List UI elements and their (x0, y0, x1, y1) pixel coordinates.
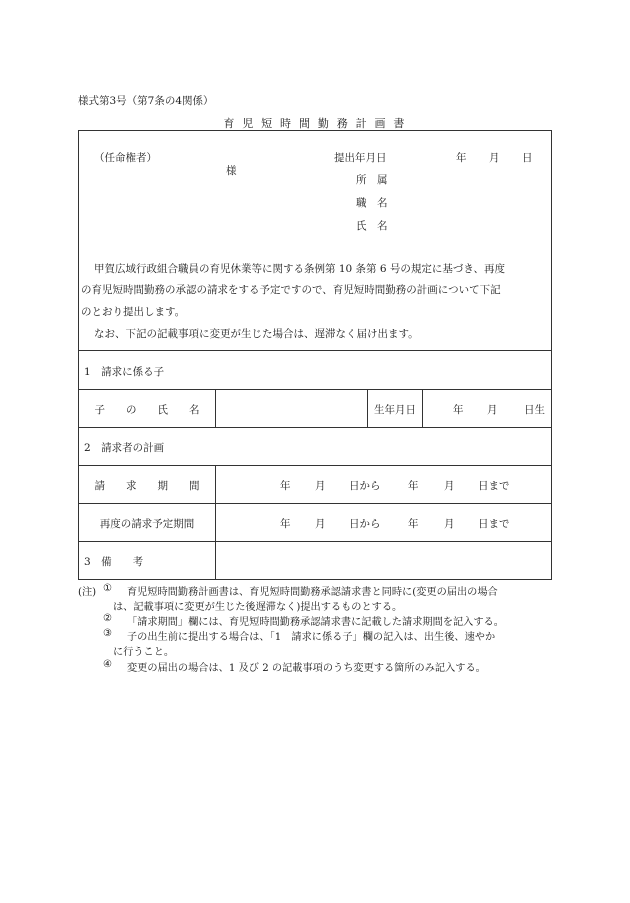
planned-period-label: 再度の請求予定期間 (99, 518, 195, 530)
note-2-line-1: 「請求期間」欄には、育児短時間勤務承認請求書に記載した請求期間を記入する。 (127, 617, 504, 628)
planned-start-month: 月 (315, 518, 326, 530)
divider-statement (78, 350, 552, 351)
divider-section2-head (78, 465, 552, 466)
planned-end-year: 年 (408, 518, 419, 530)
period-end-year: 年 (408, 480, 419, 492)
birth-day: 日生 (524, 404, 545, 416)
note-3-line-1: 子の出生前に提出する場合は、「1 請求に係る子」欄の記入は、出生後、速やか (127, 632, 496, 643)
affiliation-label: 所 属 (356, 174, 388, 186)
form-frame (78, 130, 552, 580)
period-end-day: 日まで (478, 480, 510, 492)
note-1-line-1: 育児短時間勤務計画書は、育児短時間勤務承認請求書と同時に(変更の届出の場合 (127, 587, 498, 598)
sama-label: 様 (226, 165, 237, 177)
birth-year: 年 (453, 404, 464, 416)
submission-date-label: 提出年月日 (334, 152, 387, 164)
period-start-month: 月 (315, 480, 326, 492)
note-4-line-1: 変更の届出の場合は、1 及び 2 の記載事項のうち変更する箇所のみ記入する。 (127, 663, 486, 674)
divider-section2-row1 (78, 503, 552, 504)
period-start-day: 日から (349, 480, 381, 492)
divider-section1-row (78, 427, 552, 428)
remarks-field[interactable] (216, 542, 551, 579)
section2-heading: 2 請求者の計画 (84, 442, 165, 454)
section3-heading: 3 備 考 (84, 556, 144, 568)
notes-prefix: (注) (78, 587, 97, 598)
appointer-label: （任命権者） (94, 152, 157, 164)
planned-start-year: 年 (280, 518, 291, 530)
period-end-month: 月 (444, 480, 455, 492)
statement-line-4: なお、下記の記載事項に変更が生じた場合は、遅滞なく届け出ます。 (94, 328, 419, 340)
child-name-label: 子 の 氏 名 (94, 404, 200, 416)
note-4-mark: ④ (103, 659, 113, 670)
submission-month: 月 (489, 152, 500, 164)
period-start-year: 年 (280, 480, 291, 492)
child-name-field[interactable] (216, 390, 366, 426)
document-title: 育 児 短 時 間 勤 務 計 画 書 (223, 117, 407, 130)
statement-line-2: の育児短時間勤務の承認の請求をする予定ですので、育児短時間勤務の計画について下記 (81, 284, 501, 296)
vline-birthdate-right (422, 389, 423, 427)
birth-month: 月 (487, 404, 498, 416)
note-2-mark: ② (103, 613, 113, 624)
planned-end-day: 日まで (478, 518, 510, 530)
form-number: 様式第3号（第7条の4関係） (78, 95, 214, 107)
planned-start-day: 日から (349, 518, 381, 530)
statement-line-1: 甲賀広域行政組合職員の育児休業等に関する条例第 10 条第 6 号の規定に基づき、再度 (94, 263, 505, 275)
period-label: 請 求 期 間 (94, 480, 200, 492)
name-label: 氏 名 (356, 220, 388, 232)
note-1-line-2: は、記載事項に変更が生じた後遅滞なく)提出するものとする。 (113, 602, 403, 613)
note-3-mark: ③ (103, 628, 113, 639)
statement-line-3: のとおり提出します。 (81, 306, 186, 318)
note-1-mark: ① (103, 583, 113, 594)
position-label: 職 名 (356, 197, 388, 209)
submission-day: 日 (522, 152, 533, 164)
submission-year: 年 (456, 152, 467, 164)
section1-heading: 1 請求に係る子 (84, 366, 165, 378)
planned-end-month: 月 (444, 518, 455, 530)
birthdate-label: 生年月日 (374, 404, 416, 416)
note-3-line-2: に行うこと。 (113, 647, 175, 658)
